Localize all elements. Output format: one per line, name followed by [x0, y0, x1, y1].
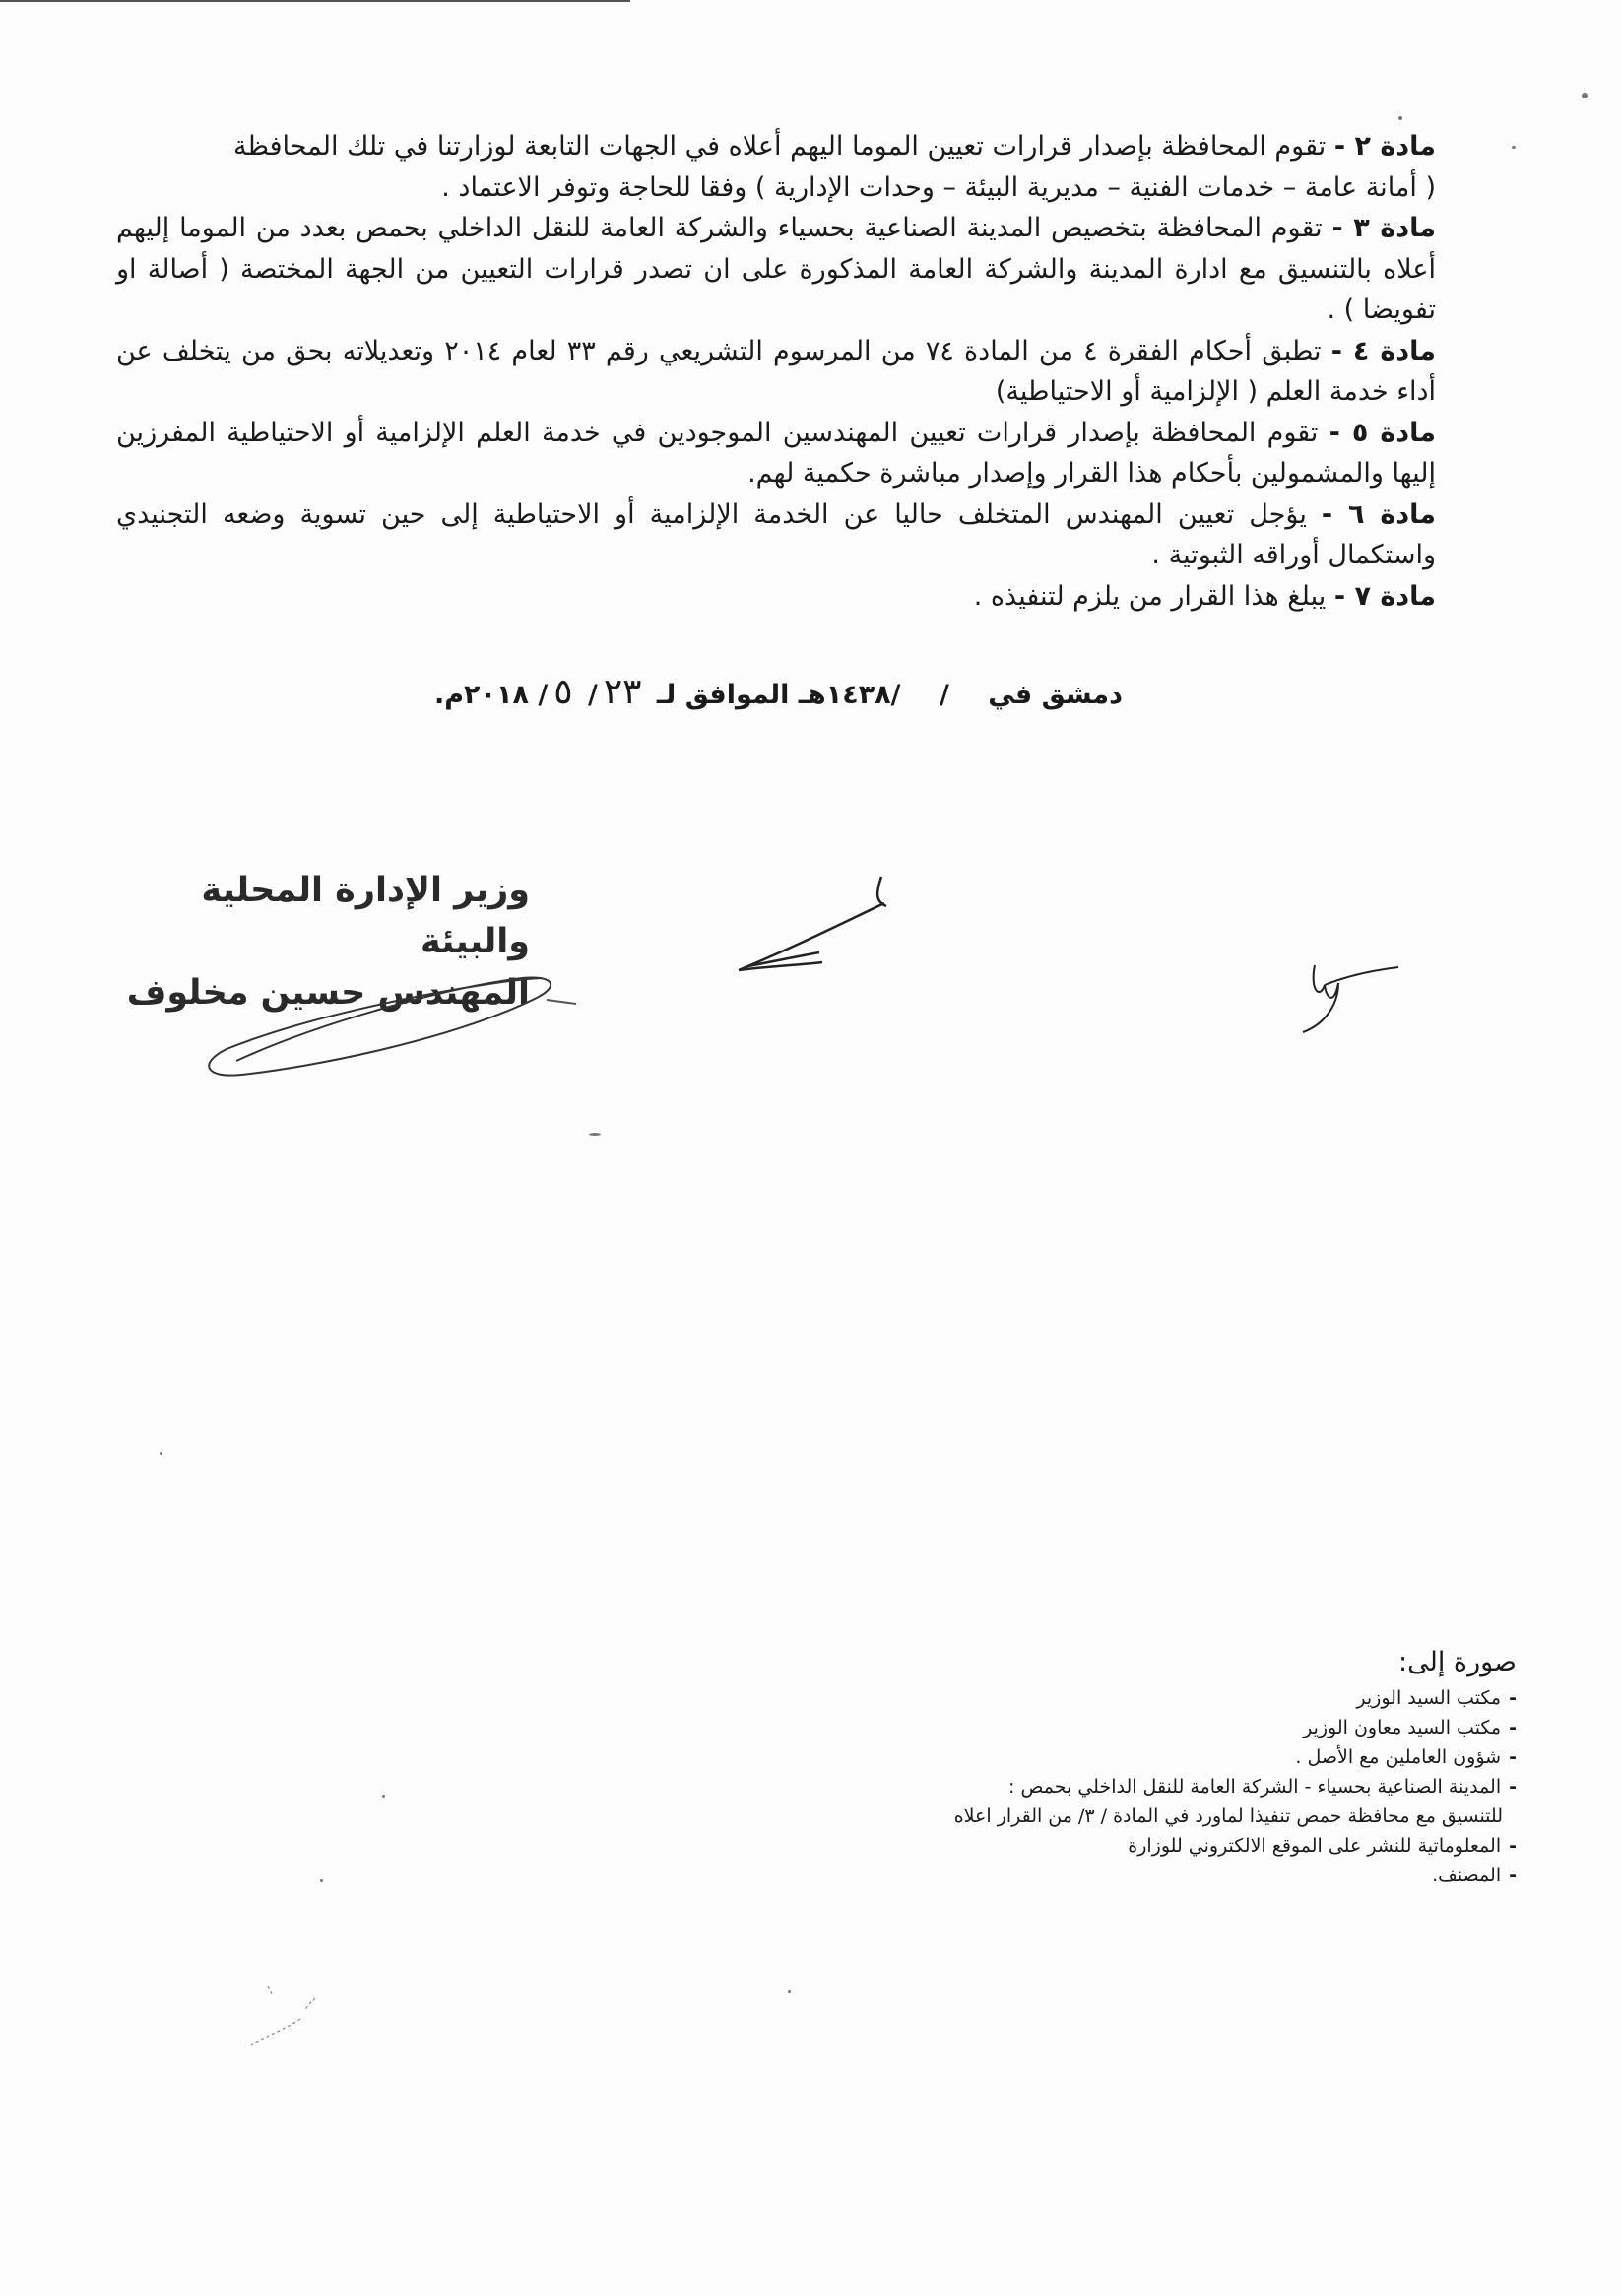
article-2 — [116, 126, 1436, 208]
date-separator: / — [890, 680, 901, 710]
date-hijri: ١٤٣٨هـ الموافق لـ — [656, 680, 891, 710]
minister-signature-scribble — [197, 970, 591, 1088]
date-separator: / — [939, 680, 949, 710]
article-6 — [116, 494, 1436, 576]
article-label: مادة ٣ - — [1331, 213, 1437, 243]
article-text: تقوم المحافظة بإصدار قرارات تعيين الموما اليهم أعلاه في الجهات التابعة لوزارتنا في تلك المحافظة — [233, 131, 1327, 162]
article-label: مادة ٧ - — [1333, 580, 1436, 612]
list-item-text: شؤون العاملين مع الأصل . — [1295, 1746, 1502, 1768]
article-text: تطبق أحكام الفقرة ٤ من المادة ٧٤ من المرسوم التشريعي رقم ٣٣ لعام ٢٠١٤ وتعديلاته بحق من يتخلف عن أداء خدمة العلم ( الإلزامية أو الاحتياطية) — [116, 335, 1436, 407]
scan-speck — [320, 1879, 323, 1882]
article-continuation: ( أمانة عامة – خدمات الفنية – مديرية البيئة – وحدات الإدارية ) وفقا للحاجة وتوفر الاعتماد . — [441, 171, 1436, 203]
list-item — [827, 1831, 1517, 1861]
scan-speck — [382, 1795, 385, 1798]
article-text: يبلغ هذا القرار من يلزم لتنفيذه . — [973, 580, 1327, 612]
scan-speck — [1398, 116, 1402, 120]
article-label: مادة ٤ - — [1330, 335, 1436, 366]
date-month: ٥ — [553, 672, 573, 712]
scan-speck — [788, 1990, 791, 1993]
minister-name: المهندس حسين مخلوف — [126, 973, 530, 1013]
list-item — [827, 1861, 1517, 1890]
list-dash: - — [1509, 1746, 1517, 1768]
decree-articles — [116, 126, 1436, 617]
date-separator: / — [587, 680, 598, 710]
article-label: مادة ٢ - — [1333, 131, 1436, 162]
scan-speck — [1512, 146, 1516, 149]
scan-mark — [246, 1980, 325, 2049]
list-dash: - — [1509, 1687, 1517, 1709]
copies-list — [827, 1647, 1517, 1890]
article-3 — [116, 208, 1436, 331]
list-item-text: المدينة الصناعية بحسياء - الشركة العامة للنقل الداخلي بحمص : — [1008, 1776, 1502, 1798]
copies-items — [827, 1683, 1517, 1890]
article-7 — [116, 576, 1436, 618]
initials-mark — [1295, 955, 1403, 1039]
scan-speck — [1582, 93, 1588, 98]
date-day: ٢٣ — [603, 672, 642, 712]
list-item — [827, 1742, 1517, 1772]
date-year: ٢٠١٨م. — [433, 680, 529, 710]
list-item — [827, 1802, 1517, 1831]
article-text: يؤجل تعيين المهندس المتخلف حاليا عن الخدمة الإلزامية أو الاحتياطية إلى حين تسوية وضعه التجنيدي واستكمال أوراقه الثبوتية . — [116, 498, 1436, 570]
copies-title: صورة إلى: — [1398, 1647, 1517, 1677]
scan-edge-line — [0, 0, 630, 2]
list-item — [827, 1772, 1517, 1802]
list-item-text: مكتب السيد معاون الوزير — [1303, 1717, 1502, 1738]
list-item-text: المعلوماتية للنشر على الموقع الالكتروني للوزارة — [1128, 1835, 1502, 1857]
scan-speck — [160, 1452, 162, 1455]
list-item — [827, 1683, 1517, 1713]
article-label: مادة ٦ - — [1321, 498, 1436, 530]
date-line — [414, 672, 1123, 712]
list-dash: - — [1509, 1865, 1517, 1886]
article-4 — [116, 331, 1436, 413]
date-prefix: دمشق في — [988, 680, 1123, 710]
list-dash: - — [1509, 1776, 1517, 1798]
handwritten-signature — [729, 872, 906, 980]
list-item-text: مكتب السيد الوزير — [1356, 1687, 1502, 1709]
article-label: مادة ٥ - — [1329, 417, 1436, 448]
list-item — [827, 1713, 1517, 1742]
article-text: تقوم المحافظة بتخصيص المدينة الصناعية بحسياء والشركة العامة للنقل الداخلي بحمص بعدد من الموما إليهم أعلاه بالتنسيق مع ادارة المدينة والشركة العامة المذكورة على ان تصدر قرارات التعيين من الجهة المختصة ( أصالة او تفويضا ) . — [116, 213, 1436, 325]
minister-title: وزير الإدارة المحلية والبيئة — [201, 871, 530, 961]
article-5 — [116, 413, 1436, 494]
list-item-text: للتنسيق مع محافظة حمص تنفيذا لماورد في المادة / ٣/ من القرار اعلاه — [953, 1805, 1503, 1827]
list-dash: - — [1509, 1717, 1517, 1738]
article-text: تقوم المحافظة بإصدار قرارات تعيين المهندسين الموجودين في خدمة العلم الإلزامية أو الاحتياطية المفرزين إليها والمشمولين بأحكام هذا القرار وإصدار مباشرة حكمية لهم. — [116, 417, 1436, 489]
date-separator: / — [538, 680, 549, 710]
list-dash: - — [1509, 1835, 1517, 1857]
scan-speck — [589, 1133, 601, 1136]
list-item-text: المصنف. — [1432, 1865, 1502, 1886]
